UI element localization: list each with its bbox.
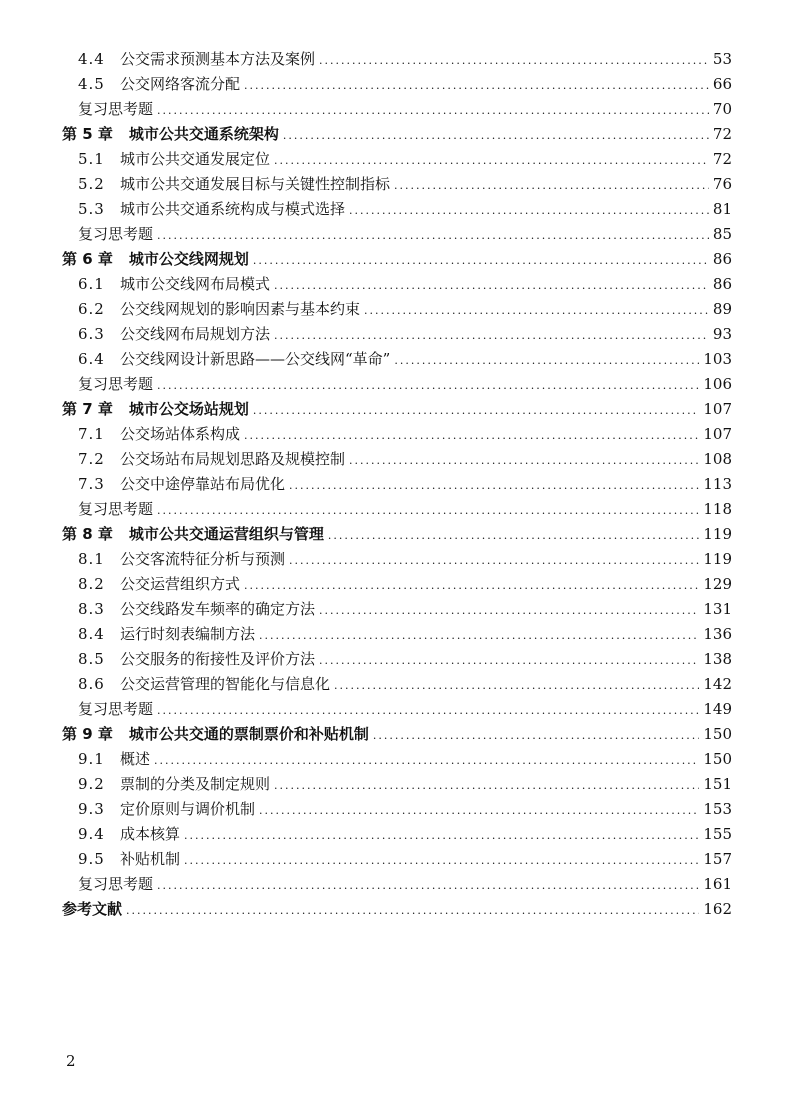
toc-entry-page: 136 — [703, 625, 732, 643]
toc-section-row — [62, 747, 732, 772]
dot-leader — [157, 498, 699, 523]
toc-entry-page: 119 — [703, 525, 732, 543]
toc-entry-number: 8.6 — [78, 675, 105, 693]
dot-leader — [157, 373, 699, 398]
dot-leader — [319, 598, 699, 623]
toc-entry-page: 118 — [703, 500, 732, 518]
dot-leader — [289, 548, 699, 573]
toc-entry-title: 复习思考题 — [78, 100, 154, 118]
toc-entry-page: 113 — [703, 475, 732, 493]
dot-leader — [394, 173, 709, 198]
toc-entry-page: 138 — [703, 650, 732, 668]
toc-entry-page: 157 — [703, 850, 732, 868]
dot-leader — [126, 898, 699, 923]
toc-chapter-row — [62, 247, 732, 272]
toc-section-row — [62, 547, 732, 572]
dot-leader — [259, 623, 699, 648]
toc-entry-number: 4.5 — [78, 75, 105, 93]
toc-entry-title: 城市公共交通系统构成与模式选择 — [120, 200, 346, 218]
toc-entry-number: 第 9 章 — [62, 725, 113, 743]
toc-entry-number: 第 8 章 — [62, 525, 113, 543]
toc-section-row — [62, 422, 732, 447]
toc-review-row — [62, 222, 732, 247]
page-number: 2 — [66, 1052, 76, 1070]
toc-entry-title: 补贴机制 — [120, 850, 181, 868]
toc-entry-page: 72 — [712, 125, 732, 143]
toc-entry-title: 城市公共交通运营组织与管理 — [128, 525, 324, 543]
dot-leader — [349, 448, 699, 473]
toc-entry-page: 53 — [712, 50, 732, 68]
dot-leader — [184, 848, 699, 873]
toc-entry-title: 城市公共交通发展定位 — [120, 150, 271, 168]
toc-chapter-row — [62, 122, 732, 147]
toc-section-row — [62, 72, 732, 97]
dot-leader — [394, 348, 699, 373]
toc-entry-title: 复习思考题 — [78, 225, 154, 243]
toc-section-row — [62, 172, 732, 197]
toc-entry-title: 公交中途停靠站布局优化 — [120, 475, 286, 493]
toc-entry-title: 运行时刻表编制方法 — [120, 625, 256, 643]
toc-section-row — [62, 147, 732, 172]
toc-section-row — [62, 647, 732, 672]
toc-entry-number: 6.4 — [78, 350, 105, 368]
toc-entry-title: 公交线网设计新思路——公交线网“革命” — [120, 350, 391, 368]
toc-entry-title: 城市公交线网布局模式 — [120, 275, 271, 293]
dot-leader — [244, 423, 699, 448]
toc-entry-number: 8.3 — [78, 600, 105, 618]
dot-leader — [328, 523, 699, 548]
toc-entry-number: 4.4 — [78, 50, 105, 68]
toc-section-row — [62, 672, 732, 697]
dot-leader — [274, 148, 709, 173]
toc-entry-page: 85 — [712, 225, 732, 243]
toc-entry-number: 8.1 — [78, 550, 105, 568]
toc-entry-title: 公交运营组织方式 — [120, 575, 241, 593]
toc-chapter-row — [62, 722, 732, 747]
toc-entry-number: 8.2 — [78, 575, 105, 593]
toc-entry-title: 参考文献 — [62, 900, 123, 918]
toc-entry-title: 公交客流特征分析与预测 — [120, 550, 286, 568]
toc-entry-number: 7.3 — [78, 475, 105, 493]
toc-entry-number: 第 6 章 — [62, 250, 113, 268]
toc-chapter-row — [62, 522, 732, 547]
toc-entry-number: 6.3 — [78, 325, 105, 343]
dot-leader — [334, 673, 699, 698]
toc-entry-title: 公交网络客流分配 — [120, 75, 241, 93]
toc-section-row — [62, 447, 732, 472]
toc-chapter-row — [62, 397, 732, 422]
dot-leader — [157, 698, 699, 723]
toc-review-row — [62, 497, 732, 522]
dot-leader — [157, 223, 709, 248]
dot-leader — [253, 248, 709, 273]
toc-entry-title: 公交运营管理的智能化与信息化 — [120, 675, 331, 693]
toc-entry-page: 70 — [712, 100, 732, 118]
toc-section-row — [62, 772, 732, 797]
toc-section-row — [62, 622, 732, 647]
toc-entry-title: 公交需求预测基本方法及案例 — [120, 50, 316, 68]
toc-entry-title: 公交线网布局规划方法 — [120, 325, 271, 343]
toc-entry-title: 定价原则与调价机制 — [120, 800, 256, 818]
toc-section-row — [62, 347, 732, 372]
toc-section-row — [62, 47, 732, 72]
toc-entry-title: 成本核算 — [120, 825, 181, 843]
toc-entry-page: 108 — [703, 450, 732, 468]
toc-review-row — [62, 697, 732, 722]
toc-entry-number: 5.3 — [78, 200, 105, 218]
toc-section-row — [62, 847, 732, 872]
dot-leader — [289, 473, 699, 498]
toc-entry-title: 票制的分类及制定规则 — [120, 775, 271, 793]
toc-entry-page: 107 — [703, 425, 732, 443]
dot-leader — [274, 323, 709, 348]
toc-entry-page: 131 — [703, 600, 732, 618]
dot-leader — [244, 573, 699, 598]
toc-entry-page: 86 — [712, 250, 732, 268]
toc-entry-number: 7.1 — [78, 425, 105, 443]
toc-entry-page: 150 — [703, 750, 732, 768]
toc-section-row — [62, 322, 732, 347]
toc-review-row — [62, 372, 732, 397]
toc-entry-title: 城市公共交通发展目标与关键性控制指标 — [120, 175, 391, 193]
dot-leader — [283, 123, 709, 148]
toc-chapter-row — [62, 897, 732, 922]
toc-entry-page: 150 — [703, 725, 732, 743]
toc-entry-page: 66 — [712, 75, 732, 93]
toc-entry-title: 公交服务的衔接性及评价方法 — [120, 650, 316, 668]
toc-entry-title: 城市公交场站规划 — [128, 400, 249, 418]
toc-entry-number: 8.4 — [78, 625, 105, 643]
dot-leader — [319, 648, 699, 673]
toc-section-row — [62, 822, 732, 847]
toc-entry-number: 9.4 — [78, 825, 105, 843]
toc-entry-number: 第 7 章 — [62, 400, 113, 418]
toc-entry-page: 93 — [712, 325, 732, 343]
toc-entry-page: 162 — [703, 900, 732, 918]
toc-entry-title: 城市公共交通的票制票价和补贴机制 — [128, 725, 369, 743]
toc-entry-page: 86 — [712, 275, 732, 293]
toc-entry-number: 8.5 — [78, 650, 105, 668]
dot-leader — [259, 798, 699, 823]
toc-entry-title: 复习思考题 — [78, 500, 154, 518]
toc-section-row — [62, 272, 732, 297]
toc-entry-title: 复习思考题 — [78, 700, 154, 718]
toc-entry-number: 6.2 — [78, 300, 105, 318]
toc-section-row — [62, 297, 732, 322]
toc-section-row — [62, 597, 732, 622]
dot-leader — [274, 773, 699, 798]
toc-section-row — [62, 197, 732, 222]
toc-entry-number: 6.1 — [78, 275, 105, 293]
toc-entry-number: 9.1 — [78, 750, 105, 768]
table-of-contents — [62, 47, 732, 922]
toc-entry-page: 149 — [703, 700, 732, 718]
dot-leader — [349, 198, 709, 223]
toc-entry-title: 城市公交线网规划 — [128, 250, 249, 268]
toc-section-row — [62, 572, 732, 597]
toc-section-row — [62, 797, 732, 822]
toc-entry-number: 9.2 — [78, 775, 105, 793]
dot-leader — [274, 273, 709, 298]
dot-leader — [244, 73, 709, 98]
toc-entry-title: 复习思考题 — [78, 875, 154, 893]
toc-entry-page: 76 — [712, 175, 732, 193]
toc-entry-page: 129 — [703, 575, 732, 593]
dot-leader — [253, 398, 699, 423]
toc-entry-number: 9.5 — [78, 850, 105, 868]
toc-entry-title: 城市公共交通系统架构 — [128, 125, 279, 143]
toc-entry-title: 公交场站体系构成 — [120, 425, 241, 443]
toc-entry-title: 概述 — [120, 750, 151, 768]
toc-entry-page: 161 — [703, 875, 732, 893]
toc-review-row — [62, 872, 732, 897]
toc-entry-number: 5.1 — [78, 150, 105, 168]
toc-entry-page: 155 — [703, 825, 732, 843]
toc-entry-page: 89 — [712, 300, 732, 318]
toc-entry-page: 151 — [703, 775, 732, 793]
toc-entry-number: 7.2 — [78, 450, 105, 468]
toc-entry-number: 第 5 章 — [62, 125, 113, 143]
toc-entry-page: 107 — [703, 400, 732, 418]
dot-leader — [364, 298, 709, 323]
dot-leader — [319, 48, 709, 73]
dot-leader — [373, 723, 699, 748]
dot-leader — [157, 98, 709, 123]
toc-entry-title: 公交线网规划的影响因素与基本约束 — [120, 300, 361, 318]
toc-entry-page: 106 — [703, 375, 732, 393]
toc-entry-page: 72 — [712, 150, 732, 168]
dot-leader — [184, 823, 699, 848]
toc-entry-page: 153 — [703, 800, 732, 818]
toc-entry-number: 9.3 — [78, 800, 105, 818]
toc-entry-title: 复习思考题 — [78, 375, 154, 393]
dot-leader — [157, 873, 699, 898]
toc-review-row — [62, 97, 732, 122]
toc-section-row — [62, 472, 732, 497]
dot-leader — [154, 748, 699, 773]
toc-entry-page: 142 — [703, 675, 732, 693]
toc-entry-page: 81 — [712, 200, 732, 218]
toc-entry-title: 公交场站布局规划思路及规模控制 — [120, 450, 346, 468]
toc-entry-title: 公交线路发车频率的确定方法 — [120, 600, 316, 618]
toc-entry-number: 5.2 — [78, 175, 105, 193]
toc-entry-page: 119 — [703, 550, 732, 568]
toc-entry-page: 103 — [703, 350, 732, 368]
